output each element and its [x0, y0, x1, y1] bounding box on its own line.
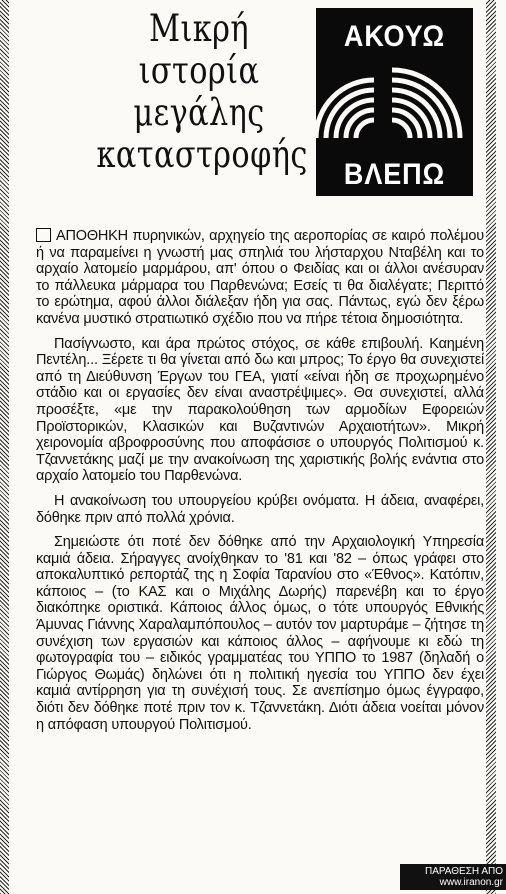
left-border-hatch — [0, 0, 9, 894]
article-paragraph: Πασίγνωστο, και άρα πρώτος στόχος, σε κάθε επιβουλή. Καημένη Πεντέλη... Ξέρετε τι θα γίνεται από δω και μπρος; Το έργο θα συνεχιστεί από τη Διεύθυνση Έργων του ΓΕΑ, γιατί «είναι ήδη σε προχωρημένο στάδιο και οι εργασίες δεν είναι αναστρέψιμες». Θα συνεχιστεί, αλλά προσέξτε, «με την παρακολούθηση των αρμοδίων Εφορειών Προϊστορικών, Κλασικών και Βυζαντινών Αρχαιοτήτων». Μικρή χειρονομία αβροφροσύνης που αποφάσισε ο υπουργός Πολιτισμού κ. Τζαννετάκης μαζί με την ανακοίνωση της χαριστικής βολής ενάντια στο αρχαίο λατομείο του Παρθενώνα. — [36, 335, 484, 485]
credit-url: www.iranon.gr — [439, 877, 503, 888]
article-paragraph: Σημειώστε ότι ποτέ δεν δόθηκε από την Αρχαιολογική Υπηρεσία καμιά άδεια. Σήραγγες ανοίχθηκαν το '81 και '82 – όπως γράφει στο αποκαλυπτικό ρεπορτάζ της η Σοφία Ταρανίου στο «Έθνος». Κατόπιν, κάποιος – (το ΚΑΣ και ο Μιχάλης Δωρής) παρενέβη και το έργο διακόπηκε οριστικά. Κάποιος άλλος όμως, ο τότε υπουργός Εθνικής Άμυνας Γιάννης Χαραλαμπόπουλος – αυτόν τον μαρτυράμε – ζήτησε τη συνέχιση των εργασιών και κάποιος άλλος – αφήνουμε κι εδώ τη φωτογραφία του – ειδικός γραμματέας του ΥΠΠΟ το 1987 (δηλαδή ο Γιώργος Θωμάς) δηλώνει ότι η πολιτική ηγεσία του ΥΠΠΟ δεν έχει καμιά αντίρρηση για τη συνέχισή τους. Σε ανεπίσημο όμως έγγραφο, διότι δεν δόθηκε ποτέ πριν τον κ. Τζαννετάκη. Διότι άδεια νοείται μόνον η απόφαση υπουργού Πολιτισμού. — [36, 534, 484, 733]
headline-line: Μικρή — [149, 7, 249, 50]
article-paragraph — [36, 228, 484, 328]
article-body — [36, 228, 484, 741]
source-credit — [400, 864, 506, 890]
headline-line: ιστορία — [138, 49, 260, 92]
logo-bottom-word: ΒΛΕΠΩ — [343, 158, 446, 191]
headline-line: μεγάλης — [133, 91, 265, 134]
right-border-hatch — [486, 0, 496, 894]
paragraph-text: ΑΠΟΘΗΚΗ πυρηνικών, αρχηγείο της αεροπορίας σε καιρό πολέμου ή να παραμείνει η γνωστή μας σπηλιά του λήσταρχου Νταβέλη και το αρχαίο λατομείο μαρμάρου, απ' όπου ο Φειδίας και οι άλλοι ανέσυραν το πάλλευκα μάρμαρα του Παρθενώνα; Εσείς τι θα διαλέγατε; Περιττό το ερώτημα, αφού άλλοι διάλεξαν ήδη για σας. Πάντως, εγώ δεν ξέρω κανένα μυστικό στρατιωτικό σχέδιο που να πήρε τέτοια δημοσιότητα. — [36, 228, 484, 327]
article-paragraph: Η ανακοίνωση του υπουργείου κρύβει ονόματα. Η άδεια, αναφέρει, δόθηκε πριν από πολλά χρόνια. — [36, 492, 484, 526]
headline-line: καταστροφής — [96, 133, 308, 176]
square-bullet-icon — [36, 228, 51, 242]
credit-line: ΠΑΡΑΘΕΣΗ ΑΠΟ — [424, 866, 503, 877]
headline — [96, 7, 308, 176]
newspaper-clipping — [14, 0, 503, 894]
logo-top-word: ΑΚΟΥΩ — [343, 20, 446, 53]
column-logo — [316, 8, 473, 196]
